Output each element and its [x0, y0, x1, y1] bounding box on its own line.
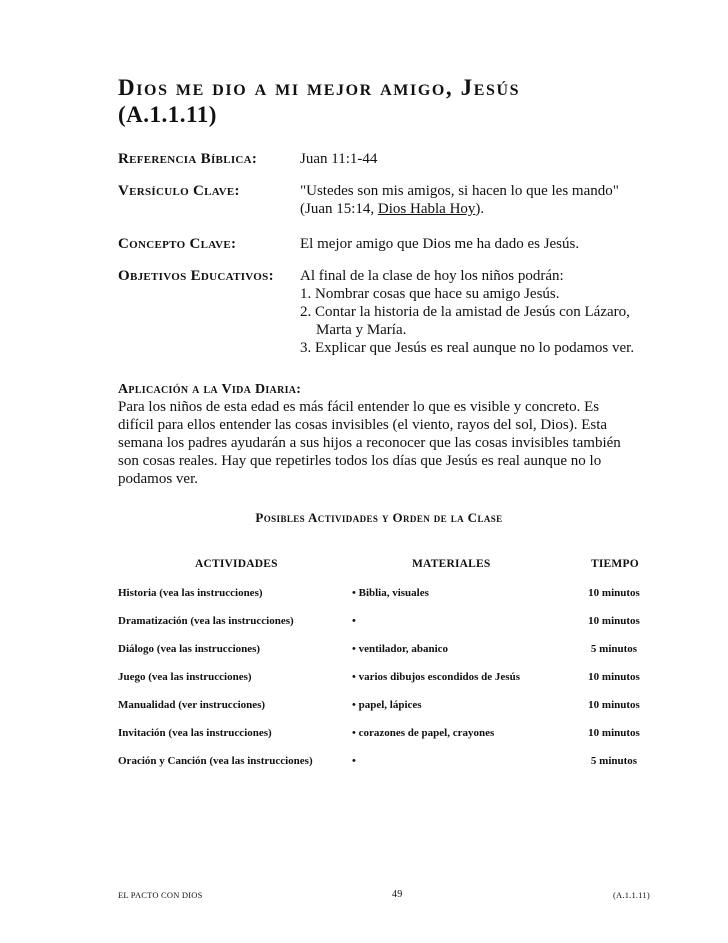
table-row: [118, 727, 658, 743]
verse-ref-pre: (Juan 15:14,: [300, 201, 378, 217]
cell-materiales: • ventilador, abanico: [352, 643, 449, 655]
footer-lesson-code: (A.1.1.11): [613, 890, 650, 900]
field-label: Versículo Clave:: [118, 183, 240, 199]
lesson-title: [118, 74, 678, 128]
lesson-code: (A.1.1.11): [118, 102, 217, 127]
table-row: [118, 699, 658, 715]
cell-tiempo: 10 minutos: [588, 587, 640, 599]
cell-tiempo: 10 minutos: [588, 727, 640, 739]
cell-actividad: Dramatización (vea las instrucciones): [118, 615, 294, 627]
cell-tiempo: 5 minutos: [590, 755, 638, 767]
field-label: Referencia Bíblica:: [118, 151, 258, 167]
field-label: Objetivos Educativos:: [118, 268, 274, 284]
cell-materiales: • papel, lápices: [352, 699, 422, 711]
cell-tiempo: 10 minutos: [588, 699, 640, 711]
cell-actividad: Oración y Canción (vea las instrucciones): [118, 755, 313, 767]
lesson-title-line1: Dios me dio a mi mejor amigo, Jesús: [118, 75, 521, 100]
objective-item: Marta y María.: [316, 322, 407, 338]
cell-materiales: • varios dibujos escondidos de Jesús: [352, 671, 520, 683]
aplicacion-body: [118, 398, 678, 488]
header-materiales: MATERIALES: [412, 558, 491, 570]
cell-materiales: •: [352, 755, 356, 767]
cell-actividad: Historia (vea las instrucciones): [118, 587, 263, 599]
cell-materiales: • corazones de papel, crayones: [352, 727, 495, 739]
verse-reference: [300, 200, 680, 218]
cell-materiales: • Biblia, visuales: [352, 587, 429, 599]
aplicacion-heading: Aplicación a la Vida Diaria:: [118, 382, 302, 397]
cell-materiales: •: [352, 615, 356, 627]
field-value: Juan 11:1-44: [300, 151, 378, 167]
cell-actividad: Invitación (vea las instrucciones): [118, 727, 272, 739]
field-label: Concepto Clave:: [118, 236, 237, 252]
header-actividades: ACTIVIDADES: [195, 558, 278, 570]
aplicacion-line: difícil para ellos entender las cosas invisibles (el viento, rayos del sol, Dios). Esta: [118, 417, 608, 433]
page-number: 49: [392, 889, 403, 900]
cell-actividad: Diálogo (vea las instrucciones): [118, 643, 261, 655]
objective-item: 3. Explicar que Jesús es real aunque no lo podamos ver.: [300, 340, 635, 356]
aplicacion-line: son cosas reales. Hay que repetirles todos los días que Jesús es real aunque no lo: [118, 453, 602, 469]
verse-ref-post: ).: [475, 201, 485, 217]
cell-tiempo: 10 minutos: [588, 615, 640, 627]
aplicacion-line: Para los niños de esta edad es más fácil entender lo que es visible y concreto. Es: [118, 399, 600, 415]
table-row: [118, 643, 658, 659]
table-row: [118, 755, 658, 771]
aplicacion-line: semana los padres ayudarán a sus hijos a reconocer que las cosas invisibles también: [118, 435, 621, 451]
aplicacion-line: podamos ver.: [118, 471, 198, 487]
bible-version-link[interactable]: Dios Habla Hoy: [377, 201, 476, 217]
cell-tiempo: 10 minutos: [588, 671, 640, 683]
cell-actividad: Manualidad (ver instrucciones): [118, 699, 266, 711]
field-value: [300, 267, 680, 357]
table-row: [118, 671, 658, 687]
cell-tiempo: 5 minutos: [590, 643, 638, 655]
table-row: [118, 587, 658, 603]
objective-item: 1. Nombrar cosas que hace su amigo Jesús.: [300, 286, 560, 302]
footer-book-title: EL PACTO CON DIOS: [118, 890, 203, 900]
schedule-heading: Posibles Actividades y Orden de la Clase: [255, 510, 503, 525]
header-tiempo: TIEMPO: [591, 558, 639, 570]
objectives-intro: Al final de la clase de hoy los niños podrán:: [300, 268, 564, 284]
field-value: [300, 182, 680, 218]
table-row: [118, 615, 658, 631]
field-value: El mejor amigo que Dios me ha dado es Jesús.: [300, 236, 580, 252]
objective-item: 2. Contar la historia de la amistad de Jesús con Lázaro,: [300, 304, 630, 320]
verse-line: "Ustedes son mis amigos, si hacen lo que les mando": [300, 183, 619, 199]
cell-actividad: Juego (vea las instrucciones): [118, 671, 252, 683]
